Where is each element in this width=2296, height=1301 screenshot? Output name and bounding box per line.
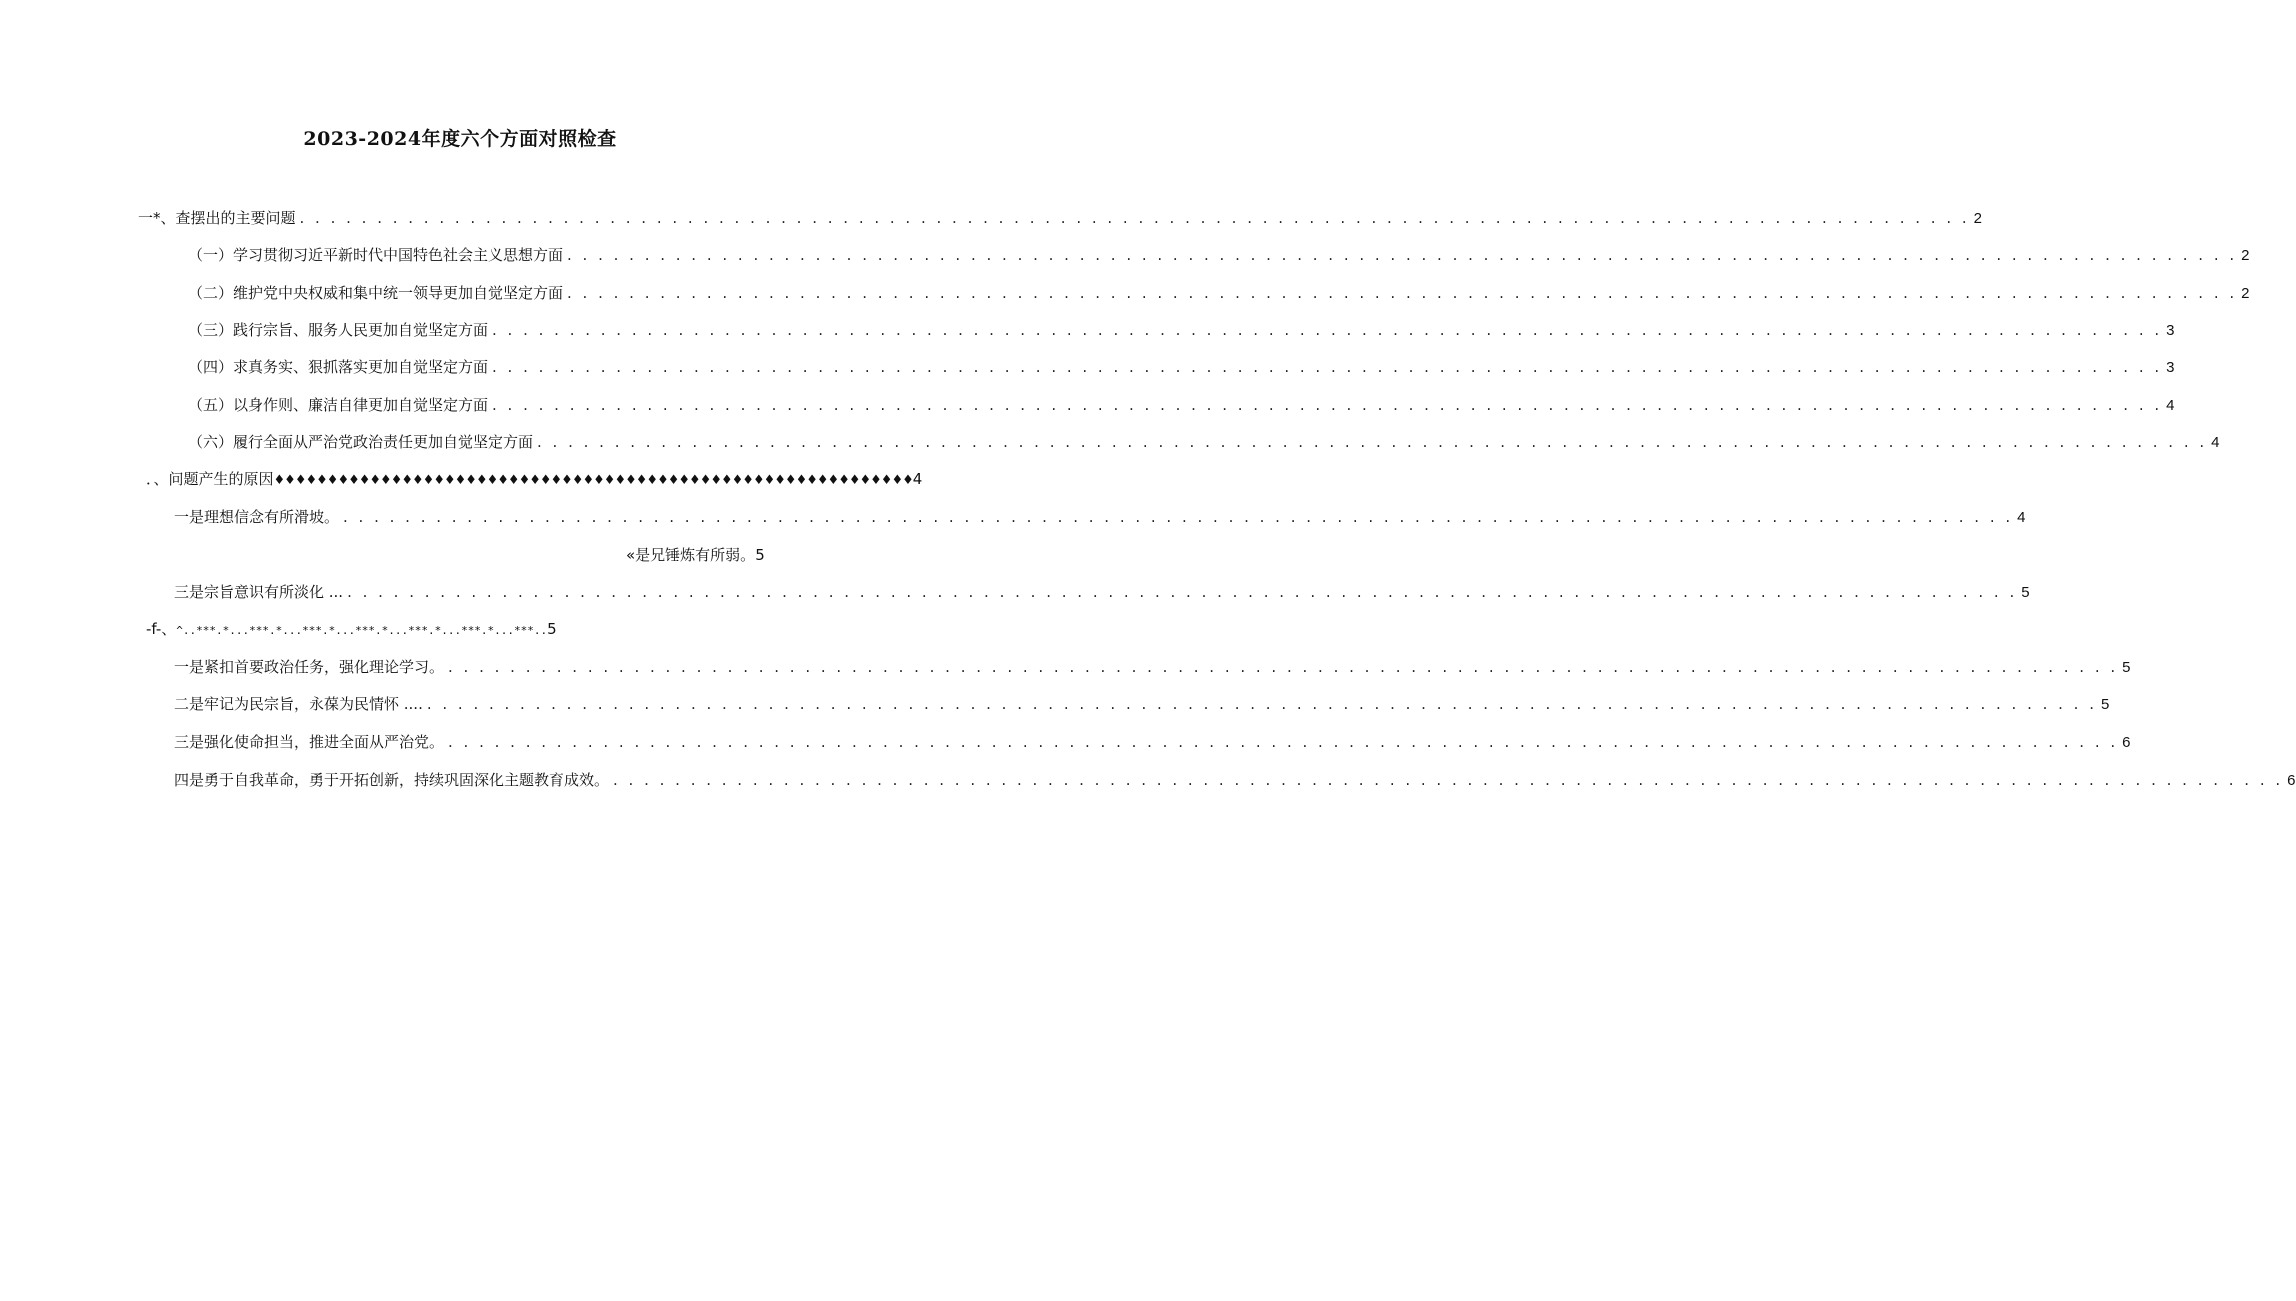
toc-leader-dots	[567, 245, 2237, 265]
toc-page-number: 2	[2241, 247, 2250, 264]
toc-page-number: 3	[2166, 322, 2175, 339]
toc-entry-subsection[interactable]	[174, 657, 2131, 678]
toc-entry-section-1[interactable]	[138, 208, 1982, 229]
toc-leader-dots	[448, 732, 2118, 752]
toc-entry-subsection[interactable]	[174, 582, 2030, 603]
toc-entry-label: 二是牢记为民宗旨，永葆为民情怀 ....	[174, 695, 423, 713]
toc-entry-label: （五）以身作则、廉洁自律更加自觉坚定方面	[188, 396, 489, 414]
toc-page-number: 4	[2211, 434, 2220, 451]
toc-leader-dots	[448, 657, 2118, 677]
toc-page-number: 5	[2021, 584, 2030, 601]
toc-leader-diamonds: ♦♦♦♦♦♦♦♦♦♦♦♦♦♦♦♦♦♦♦♦♦♦♦♦♦♦♦♦♦♦♦♦♦♦♦♦♦♦♦♦♦♦♦♦♦♦♦♦♦♦♦♦♦♦♦♦♦♦♦♦	[273, 473, 913, 488]
toc-leader-dots	[492, 320, 2162, 340]
toc-leader-dots	[347, 582, 2017, 602]
toc-entry-subsection[interactable]	[188, 245, 2250, 266]
toc-entry-subsection[interactable]	[188, 320, 2175, 341]
toc-leader-dots	[613, 770, 2283, 790]
toc-entry-section-3[interactable]	[146, 619, 557, 641]
toc-leader-dots	[492, 395, 2162, 415]
toc-entry-label: 一*、查摆出的主要问题	[138, 209, 296, 227]
toc-page-number: 6	[2122, 734, 2131, 751]
toc-entry-subsection[interactable]	[188, 395, 2175, 416]
toc-entry-label: （一）学习贯彻习近平新时代中国特色社会主义思想方面	[188, 246, 564, 264]
toc-leader-dots	[300, 208, 1970, 228]
toc-leader-garbled: ^..***.*...***.*...***.*...***.*...***.*...***.*...***..	[176, 624, 548, 637]
toc-page-number: 5	[547, 620, 557, 638]
toc-entry-subsection[interactable]	[174, 694, 2110, 715]
toc-entry-label: （三）践行宗旨、服务人民更加自觉坚定方面	[188, 321, 489, 339]
toc-page-number: 4	[2166, 397, 2175, 414]
toc-entry-label: 一是紧扣首要政治任务，强化理论学习。	[174, 658, 445, 676]
toc-page-number: 2	[1973, 210, 1982, 227]
toc-page-number: 6	[2287, 772, 2296, 789]
toc-entry-label: 一是理想信念有所滑坡。	[174, 508, 340, 526]
toc-leader-dots	[343, 507, 2013, 527]
toc-entry-subsection[interactable]	[174, 732, 2131, 753]
toc-entry-section-2[interactable]	[146, 469, 922, 491]
toc-entry-label: «是兄锤炼有所弱。	[626, 546, 756, 564]
toc-leader-dots	[537, 432, 2207, 452]
toc-entry-label: （四）求真务实、狠抓落实更加自觉坚定方面	[188, 358, 489, 376]
toc-page-number: 5	[2122, 659, 2131, 676]
toc-page-number: 4	[912, 470, 923, 488]
toc-entry-subsection[interactable]	[188, 432, 2220, 453]
page-title: 2023-2024年度六个方面对照检查	[303, 128, 617, 150]
toc-page-number: 5	[2100, 696, 2110, 713]
toc-leader-dots	[427, 694, 2097, 714]
toc-entry-label: -f-、	[146, 620, 177, 638]
toc-page-number: 5	[755, 546, 765, 564]
toc-entry-label: 三是强化使命担当，推进全面从严治党。	[174, 733, 445, 751]
toc-page-number: 3	[2166, 359, 2175, 376]
toc-entry-subsection[interactable]	[626, 545, 765, 565]
toc-page-number: 2	[2241, 285, 2250, 302]
toc-entry-subsection[interactable]	[174, 770, 2296, 791]
toc-entry-subsection[interactable]	[188, 283, 2250, 304]
toc-entry-subsection[interactable]	[188, 357, 2175, 378]
toc-page-number: 4	[2017, 509, 2026, 526]
toc-entry-label: 三是宗旨意识有所淡化 ...	[174, 583, 344, 601]
toc-leader-dots	[567, 283, 2237, 303]
toc-entry-label: （六）履行全面从严治党政治责任更加自觉坚定方面	[188, 433, 534, 451]
toc-entry-subsection[interactable]	[174, 507, 2026, 528]
toc-leader-dots	[492, 357, 2162, 377]
toc-entry-label: （二）维护党中央权威和集中统一领导更加自觉坚定方面	[188, 284, 564, 302]
toc-entry-label: 四是勇于自我革命，勇于开拓创新，持续巩固深化主题教育成效。	[174, 771, 610, 789]
toc-entry-label: ．、问题产生的原因	[146, 470, 274, 488]
